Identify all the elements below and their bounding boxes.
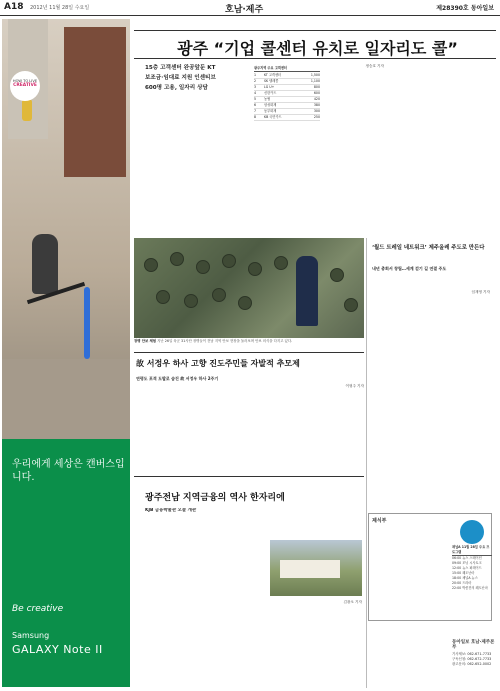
table-row: 2 SK 텔레콤 1,100 (254, 79, 320, 83)
tv-row: 15:00 쾌도난마 (452, 571, 475, 575)
umbrella-icon (84, 287, 90, 359)
museum-sub: KJB 금융박물관 오늘 개관 (145, 508, 197, 513)
tv-row: 18:00 채널A 뉴스 (452, 576, 478, 580)
page-header (0, 0, 500, 16)
woman-figure (32, 234, 58, 294)
ad-tagline: 우리에게 세상은 캔버스입니다. (12, 459, 125, 483)
museum-body-2: 김광오 기자 (343, 600, 362, 604)
page-number: A18 (4, 2, 24, 12)
table-row: 5 농협 420 (254, 97, 320, 101)
tv-header: 채널A 11월 28일 주요 프로그램 (452, 545, 492, 556)
right-column-story (372, 380, 490, 508)
issue-date: 2012년 11월 28일 수요일 (30, 5, 90, 11)
ad-brand: Samsung (12, 631, 50, 640)
mid-rule (134, 352, 364, 353)
office-info: 동아일보 호남·제주본부 기사제보: 062-671-7733 구독신청: 062-672-7733 광고문의: 062-652-0002 (452, 640, 495, 666)
ad-product: GALAXY Note II (12, 643, 103, 656)
table-title: 광주지역 주요 고객센터 (254, 66, 320, 72)
main-sub-3: 600명 고용, 일자리 상담 (145, 85, 208, 91)
lower-rule (134, 476, 364, 477)
briefs-title: 제식부 (372, 518, 387, 524)
briefs-body (372, 527, 452, 619)
main-sub-1: 15층 고객센터 완공앞둔 KT (145, 65, 216, 71)
callcenter-table (254, 66, 320, 144)
tv-row: 09:00 모닝 시사토크 (452, 561, 482, 565)
tv-schedule (452, 545, 492, 591)
paper-name (436, 3, 494, 12)
table-row: 7 동부화재 300 (254, 109, 320, 113)
seo-headline: 故 서정우 하사 고향 진도주민들 자발적 추모제 (136, 359, 300, 368)
main-col-3 (326, 64, 384, 232)
main-headline: 광주 “기업 콜센터 유치로 일자리도 콜” (177, 39, 458, 58)
seo-body: 연평도 포격 도발로 숨진 故 서정우 하사 2주기 이형주 기자 (136, 376, 364, 388)
trail-sub: 내년 총회서 창립…세계 걷기 길 연결 주도 (372, 266, 447, 271)
main-sub-2: 보조금·임대료 지원 인센티브 (145, 75, 216, 81)
office-tel: 기사제보: 062-671-7733 (452, 652, 492, 656)
tv-row: 12:00 뉴스 퍼레이드 (452, 566, 482, 570)
main-col-2 (200, 64, 248, 232)
traffic-light-icon (22, 99, 32, 121)
street (2, 359, 130, 439)
column-divider (366, 238, 367, 688)
table-rows (254, 73, 320, 121)
how-to-live-logo: HOW TO LIVE CREATIVE (10, 71, 40, 101)
soldiers-photo (134, 238, 364, 338)
ad-photo (2, 19, 130, 439)
tv-row: 06:00 뉴스 스테이션 (452, 556, 482, 560)
table-row: 6 삼성화재 380 (254, 103, 320, 107)
tv-row: 22:00 박종진의 쾌도난마 (452, 586, 488, 590)
table-row: 8 KB 국민카드 250 (254, 115, 320, 119)
trail-body (372, 290, 490, 374)
section-title: 호남·제주 (225, 5, 264, 15)
trail-headline: ‘월드 트레일 네트워크’ 제주올레 주도로 만든다 (372, 245, 485, 251)
masthead: 동아일보 (470, 5, 494, 12)
edition: 제28390호 (436, 5, 469, 12)
photo-caption: 장병 안보 체험 지난 26일 육군 31사단 장병들이 전남 지역 안보 현장을 둘러보며 안보 의식을 다지고 있다. (134, 339, 293, 343)
trail-byline: 임재영 기자 (471, 290, 490, 294)
ad-be-creative: Be creative (12, 604, 64, 614)
headline-rule (134, 58, 496, 59)
channel-a-logo (452, 520, 492, 548)
office-ad: 광고문의: 062-652-0002 (452, 662, 492, 666)
building-right (64, 27, 126, 177)
samsung-ad[interactable] (2, 19, 130, 687)
office-subscribe: 구독신청: 062-672-7733 (452, 657, 492, 661)
tv-rows (452, 556, 492, 591)
table-row: 4 신한카드 600 (254, 91, 320, 95)
museum-photo (270, 540, 362, 596)
civilian-figure (296, 256, 318, 326)
museum-headline: 광주전남 지역금융의 역사 한자리에 (145, 493, 285, 503)
channel-a-icon (460, 520, 484, 544)
museum-body (145, 524, 265, 682)
tv-row: 20:00 드라마 (452, 581, 472, 585)
table-row: 1 KT 고객센터 1,500 (254, 73, 320, 77)
main-byline: 정승호 기자 (365, 64, 384, 68)
table-row: 3 LG U+ 800 (254, 85, 320, 89)
top-rule (134, 30, 496, 31)
